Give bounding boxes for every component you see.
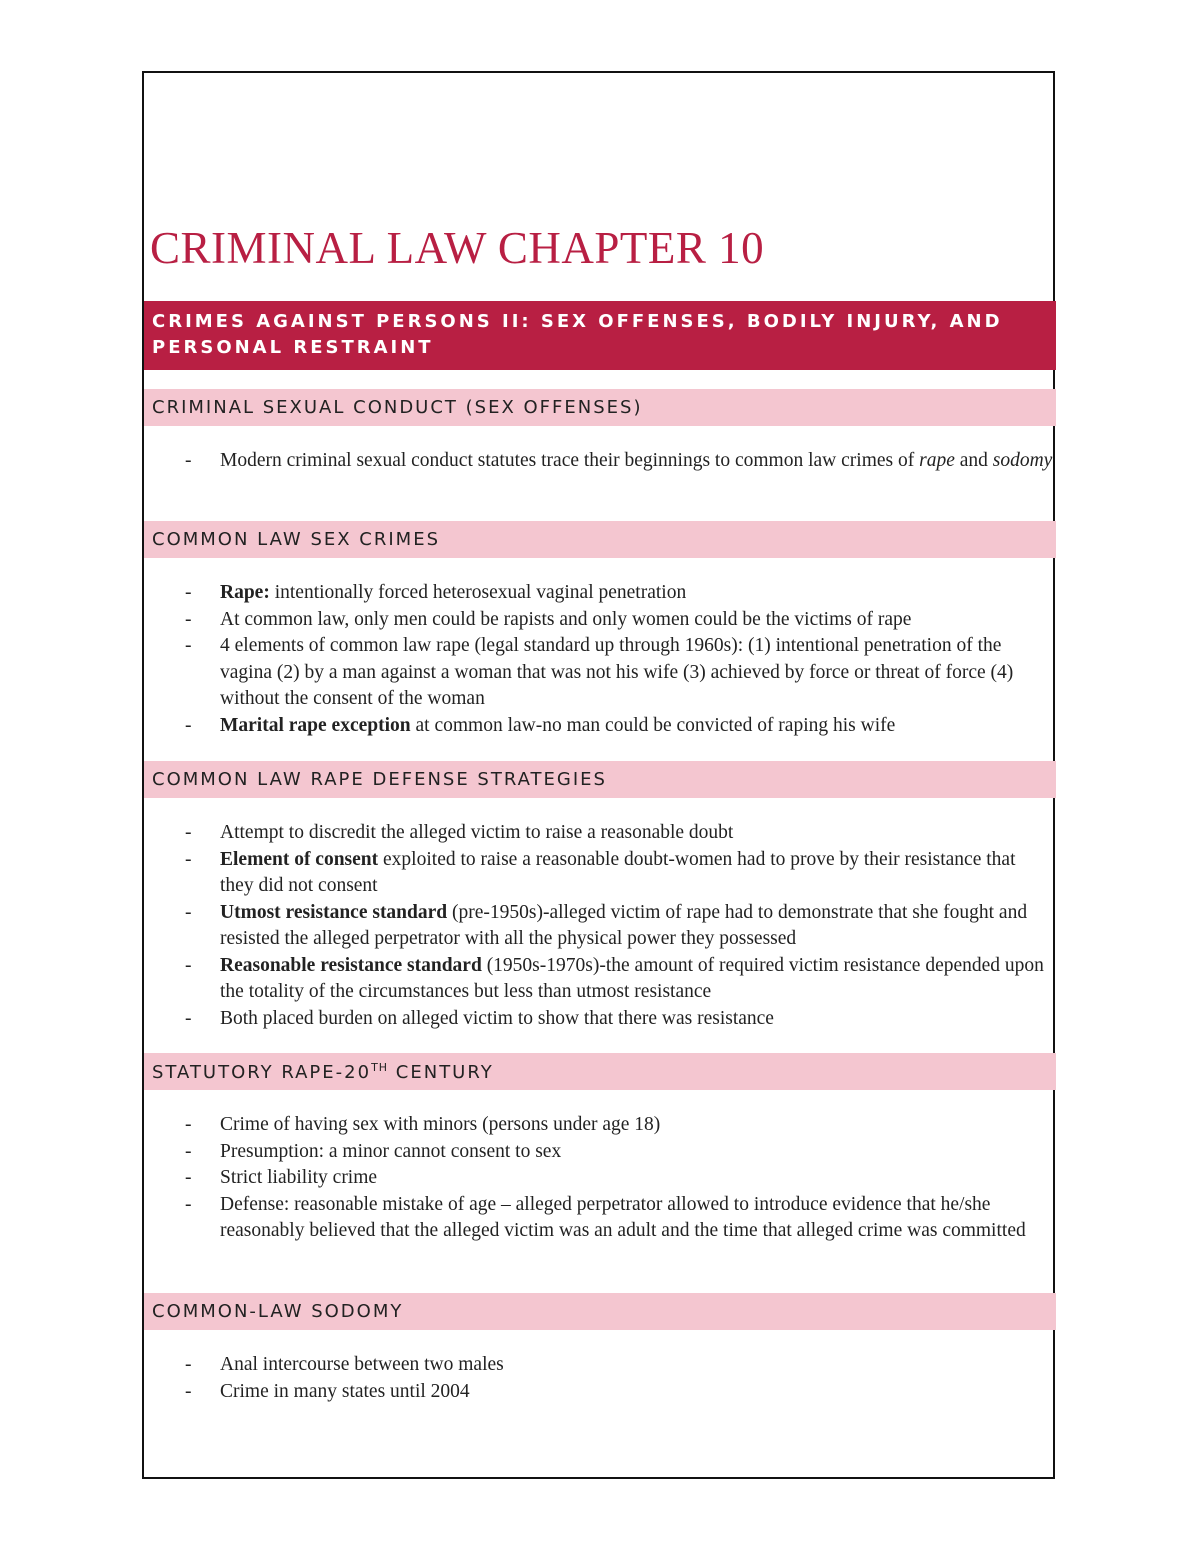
key-term: Reasonable resistance standard	[220, 954, 482, 976]
list-item: - Marital rape exception at common law-no man could be convicted of raping his wife	[183, 713, 1053, 740]
list-item: - Modern criminal sexual conduct statutes trace their beginnings to common law crimes of rape and sodomy	[183, 448, 1053, 475]
key-term: Element of consent	[220, 848, 379, 870]
section-title: COMMON-LAW SODOMY	[152, 1301, 404, 1322]
section-title: COMMON LAW RAPE DEFENSE STRATEGIES	[152, 769, 607, 790]
list-item: - At common law, only men could be rapists and only women could be the victims of rape	[183, 607, 1053, 634]
chapter-subtitle-banner	[144, 301, 1056, 370]
emphasis-term: sodomy	[992, 450, 1053, 471]
list-item: - Strict liability crime	[183, 1165, 1053, 1192]
list-item: - Defense: reasonable mistake of age – alleged perpetrator allowed to introduce evidence that he/she reasonably believed that the alleged victim was an adult and the time that alleged crime was committed	[183, 1192, 1053, 1245]
list-item: - Rape: intentionally forced heterosexual vaginal penetration	[183, 580, 1053, 607]
section-heading-common-law-sex-crimes	[144, 521, 1056, 558]
section-title: STATUTORY RAPE-20TH CENTURY	[152, 1060, 494, 1083]
list-item: - Utmost resistance standard (pre-1950s)-alleged victim of rape had to demonstrate that she fought and resisted the alleged perpetrator with all the physical power they possessed	[183, 900, 1053, 953]
section-heading-statutory-rape	[144, 1053, 1056, 1090]
section-title: CRIMINAL SEXUAL CONDUCT (SEX OFFENSES)	[152, 397, 643, 418]
list-item: - Reasonable resistance standard (1950s-1970s)-the amount of required victim resistance depended upon the totality of the circumstances but less than utmost resistance	[183, 953, 1053, 1006]
list-item: - Presumption: a minor cannot consent to sex	[183, 1139, 1053, 1166]
list-item: - Element of consent exploited to raise a reasonable doubt-women had to prove by their resistance that they did not consent	[183, 847, 1053, 900]
section-heading-common-law-sodomy	[144, 1293, 1056, 1330]
chapter-subtitle: CRIMES AGAINST PERSONS II: SEX OFFENSES, BODILY INJURY, AND PERSONAL RESTRAINT	[152, 311, 1003, 358]
list-item: - Attempt to discredit the alleged victim to raise a reasonable doubt	[183, 820, 1053, 847]
section-heading-rape-defense-strategies	[144, 761, 1056, 798]
key-term: Utmost resistance standard	[220, 901, 448, 923]
bullet-list-criminal-sexual-conduct	[183, 448, 1053, 475]
bullet-list-statutory-rape	[183, 1112, 1053, 1245]
bullet-list-rape-defense-strategies	[183, 820, 1053, 1032]
list-item: - Both placed burden on alleged victim to show that there was resistance	[183, 1006, 1053, 1033]
document-title: CRIMINAL LAW CHAPTER 10	[150, 223, 765, 273]
bullet-list-common-law-sodomy	[183, 1352, 1053, 1405]
key-term: Marital rape exception	[220, 714, 411, 736]
section-title: COMMON LAW SEX CRIMES	[152, 529, 441, 550]
list-item: - Crime in many states until 2004	[183, 1379, 1053, 1406]
bullet-list-common-law-sex-crimes	[183, 580, 1053, 739]
emphasis-term: rape	[919, 450, 955, 471]
list-item: - 4 elements of common law rape (legal standard up through 1960s): (1) intentional penetration of the vagina (2) by a man against a woman that was not his wife (3) achieved by force or threat of force (4) without the consent of the woman	[183, 633, 1053, 713]
key-term: Rape:	[220, 582, 270, 603]
list-item: - Anal intercourse between two males	[183, 1352, 1053, 1379]
list-item: - Crime of having sex with minors (persons under age 18)	[183, 1112, 1053, 1139]
section-heading-criminal-sexual-conduct	[144, 389, 1056, 426]
